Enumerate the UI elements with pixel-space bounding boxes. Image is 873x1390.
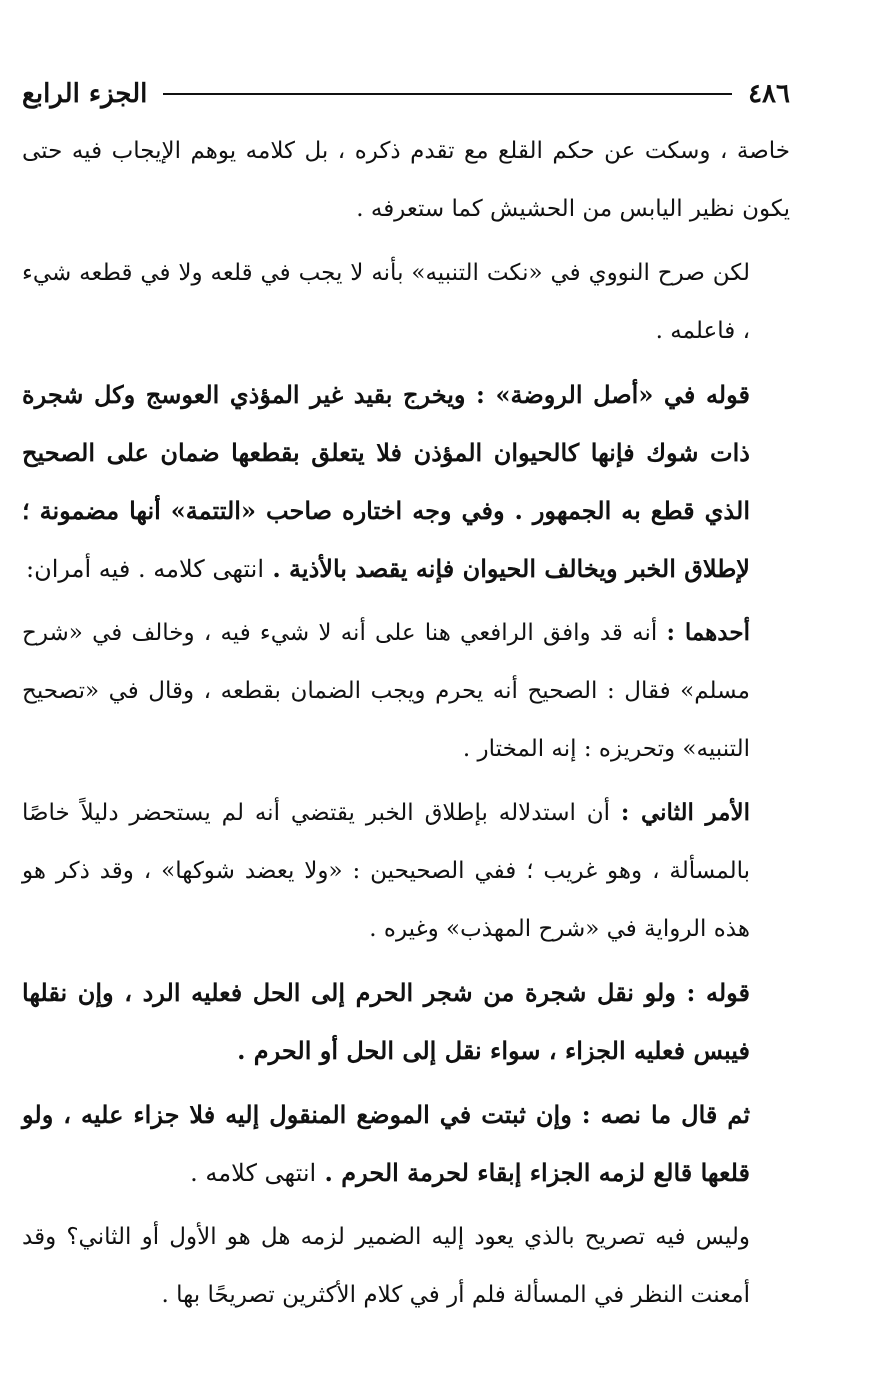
- paragraph-1: خاصة ، وسكت عن حكم القلع مع تقدم ذكره ، بل كلامه يوهم الإيجاب فيه حتى يكون نظير اليابس من الحشيش كما ستعرفه .: [22, 138, 790, 222]
- paragraph-4-lead: أحدهما :: [666, 619, 750, 646]
- paragraph-3-quote: قوله في «أصل الروضة» : ويخرج بقيد غير المؤذي العوسج وكل شجرة ذات شوك فإنها كالحيوان المؤذن فلا يتعلق بقطعها ضمان على الصحيح الذي قطع به الجمهور . وفي وجه اختاره صاحب «التتمة» أنها مضمونة ؛ لإطلاق الخبر ويخالف الحيوان فإنه يقصد بالأذية .: [22, 380, 750, 583]
- paragraph-7-quote: ثم قال ما نصه : وإن ثبتت في الموضع المنقول إليه فلا جزاء عليه ، ولو قلعها قالع لزمه الجزاء إبقاء لحرمة الحرم .: [22, 1100, 750, 1187]
- paragraph-2: لكن صرح النووي في «نكت التنبيه» بأنه لا يجب في قلعه ولا في قطعه شيء ، فاعلمه .: [22, 260, 750, 344]
- page-header: [22, 72, 790, 116]
- page-number: ٤٨٦: [748, 79, 790, 109]
- header-rule: [163, 93, 732, 95]
- paragraph-4: [22, 604, 790, 778]
- paragraph-7-tail: انتهى كلامه .: [190, 1159, 317, 1187]
- paragraph-5: [22, 784, 790, 958]
- paragraph-5-text: أن استدلاله بإطلاق الخبر يقتضي أنه لم يستحضر دليلاً خاصًا بالمسألة ، وهو غريب ؛ ففي الصحيحين : «ولا يعضد شوكها» ، وقد ذكر هو هذه الرواية في «شرح المهذب» وغيره .: [22, 800, 750, 942]
- paragraph-7: [22, 1086, 790, 1202]
- paragraph-6: قوله : ولو نقل شجرة من شجر الحرم إلى الحل فعليه الرد ، وإن نقلها فيبس فعليه الجزاء ، سواء نقل إلى الحل أو الحرم .: [22, 978, 751, 1065]
- paragraph-8: وليس فيه تصريح بالذي يعود إليه الضمير لزمه هل هو الأول أو الثاني؟ وقد أمعنت النظر في المسألة فلم أر في كلام الأكثرين تصريحًا بها .: [22, 1224, 750, 1308]
- paragraph-3-tail: انتهى كلامه . فيه أمران:: [25, 555, 264, 583]
- book-page: [22, 72, 790, 1330]
- running-title: الجزء الرابع: [22, 79, 148, 109]
- paragraph-5-lead: الأمر الثاني :: [620, 799, 750, 826]
- paragraph-3: [22, 366, 790, 598]
- paragraph-4-text: أنه قد وافق الرافعي هنا على أنه لا شيء فيه ، وخالف في «شرح مسلم» فقال : الصحيح أنه يحرم ويجب الضمان بقطعه ، وقال في «تصحيح التنبيه» وتحريزه : إنه المختار .: [22, 620, 750, 762]
